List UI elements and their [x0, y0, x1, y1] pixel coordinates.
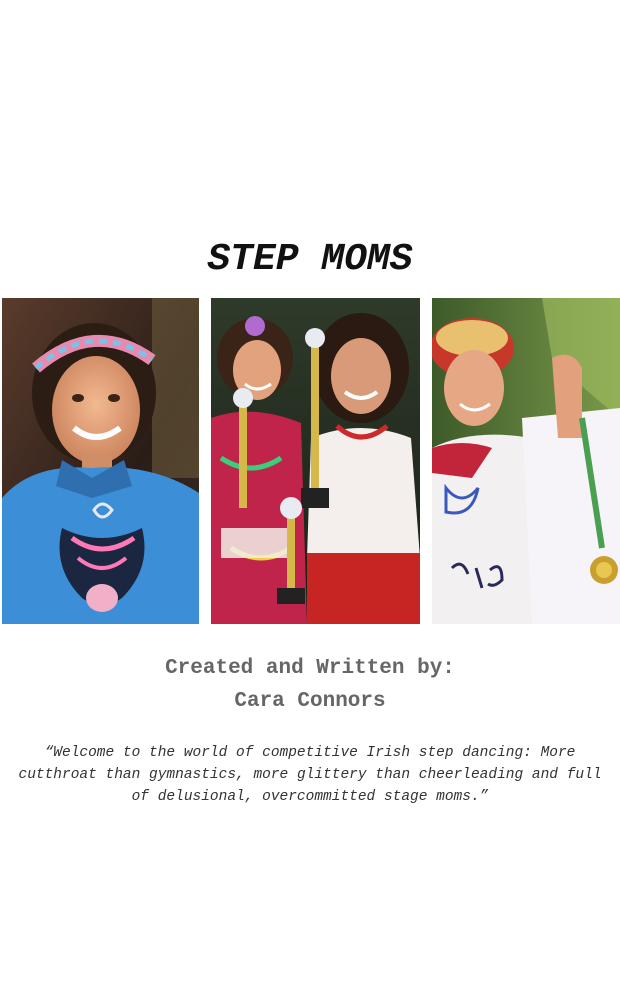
- author-name: Cara Connors: [234, 690, 386, 713]
- photo-dancer-with-medal: [432, 298, 620, 624]
- photo-young-dancer-blue-costume: [2, 298, 199, 624]
- photo-strip: [0, 298, 620, 624]
- credits-label: Created and Written by:: [165, 657, 455, 680]
- photo-dancer-with-trophies-and-mother: [211, 298, 420, 624]
- photo-trophies-image: [211, 298, 420, 624]
- photo-young-dancer-image: [2, 298, 199, 624]
- logline-quote: “Welcome to the world of competitive Irish step dancing: More cutthroat than gymnastics, more glittery than cheerleading and full of delusional, overcommitted stage moms.”: [18, 745, 602, 805]
- page-title: STEP MOMS: [207, 238, 413, 281]
- photo-medal-image: [432, 298, 620, 624]
